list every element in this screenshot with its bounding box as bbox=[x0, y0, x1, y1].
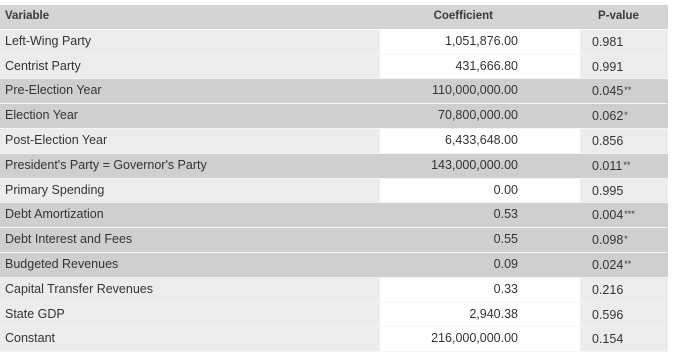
table-row bbox=[0, 79, 668, 104]
table-row bbox=[0, 55, 668, 80]
significance-stars: ** bbox=[623, 159, 631, 170]
coefficient-cell: 6,433,648.00 bbox=[380, 129, 580, 153]
coefficient-cell: 0.00 bbox=[380, 179, 580, 203]
significance-stars: *** bbox=[624, 209, 635, 220]
coefficient-cell: 216,000,000.00 bbox=[380, 327, 580, 351]
significance-stars: * bbox=[624, 234, 628, 245]
pvalue-text: 0.596 bbox=[592, 307, 624, 322]
variable-cell: Constant bbox=[0, 327, 380, 351]
pvalue-text: 0.995 bbox=[592, 183, 624, 198]
pvalue-text: 0.856 bbox=[592, 133, 624, 148]
pvalue-text: 0.216 bbox=[592, 282, 624, 297]
pvalue-cell bbox=[580, 30, 668, 54]
header-pvalue: P-value bbox=[598, 10, 639, 22]
coefficient-cell: 1,051,876.00 bbox=[380, 30, 580, 54]
pvalue-cell bbox=[580, 278, 668, 302]
pvalue-cell bbox=[580, 303, 668, 327]
variable-cell: Post-Election Year bbox=[0, 129, 380, 153]
coefficient-cell: 0.53 bbox=[380, 203, 580, 227]
significance-stars: ** bbox=[624, 258, 632, 269]
variable-cell: Pre-Election Year bbox=[0, 79, 380, 103]
table-row bbox=[0, 253, 668, 278]
table-row bbox=[0, 154, 668, 179]
variable-cell: Primary Spending bbox=[0, 179, 380, 203]
pvalue-text: 0.011 bbox=[592, 158, 623, 173]
pvalue-cell bbox=[580, 179, 668, 203]
pvalue-cell bbox=[580, 327, 668, 351]
coefficient-cell: 0.55 bbox=[380, 228, 580, 252]
table-row bbox=[0, 30, 668, 55]
pvalue-cell bbox=[580, 55, 668, 79]
pvalue-text: 0.154 bbox=[592, 332, 624, 347]
header-coefficient: Coefficient bbox=[433, 10, 493, 22]
table-row bbox=[0, 327, 668, 352]
table-header-row bbox=[0, 5, 668, 30]
table-body bbox=[0, 30, 668, 352]
coefficient-cell: 70,800,000.00 bbox=[380, 104, 580, 128]
pvalue-text: 0.991 bbox=[592, 59, 624, 74]
table-row bbox=[0, 129, 668, 154]
coefficient-cell: 431,666.80 bbox=[380, 55, 580, 79]
pvalue-cell bbox=[580, 104, 668, 128]
coefficient-cell: 0.33 bbox=[380, 278, 580, 302]
table-row bbox=[0, 203, 668, 228]
table-row bbox=[0, 278, 668, 303]
pvalue-text: 0.024 bbox=[592, 257, 624, 272]
table-row bbox=[0, 104, 668, 129]
variable-cell: Centrist Party bbox=[0, 55, 380, 79]
variable-cell: Capital Transfer Revenues bbox=[0, 278, 380, 302]
variable-cell: Election Year bbox=[0, 104, 380, 128]
significance-stars: * bbox=[624, 110, 628, 121]
pvalue-cell bbox=[580, 154, 668, 178]
pvalue-text: 0.098 bbox=[592, 233, 624, 248]
coefficient-cell: 143,000,000.00 bbox=[380, 154, 580, 178]
coefficient-cell: 2,940.38 bbox=[380, 303, 580, 327]
variable-cell: Debt Interest and Fees bbox=[0, 228, 380, 252]
variable-cell: State GDP bbox=[0, 303, 380, 327]
coefficient-cell: 110,000,000.00 bbox=[380, 79, 580, 103]
pvalue-cell bbox=[580, 203, 668, 227]
regression-table bbox=[0, 5, 668, 352]
pvalue-cell bbox=[580, 129, 668, 153]
header-variable: Variable bbox=[5, 10, 50, 22]
table-row bbox=[0, 228, 668, 253]
variable-cell: Left-Wing Party bbox=[0, 30, 380, 54]
variable-cell: Budgeted Revenues bbox=[0, 253, 380, 277]
pvalue-text: 0.062 bbox=[592, 109, 624, 124]
pvalue-text: 0.981 bbox=[592, 34, 624, 49]
pvalue-text: 0.004 bbox=[592, 208, 624, 223]
table-row bbox=[0, 303, 668, 328]
table-row bbox=[0, 179, 668, 204]
variable-cell: Debt Amortization bbox=[0, 203, 380, 227]
significance-stars: ** bbox=[624, 85, 632, 96]
pvalue-cell bbox=[580, 253, 668, 277]
variable-cell: President's Party = Governor's Party bbox=[0, 154, 380, 178]
pvalue-cell bbox=[580, 228, 668, 252]
pvalue-cell bbox=[580, 79, 668, 103]
coefficient-cell: 0.09 bbox=[380, 253, 580, 277]
pvalue-text: 0.045 bbox=[592, 84, 624, 99]
